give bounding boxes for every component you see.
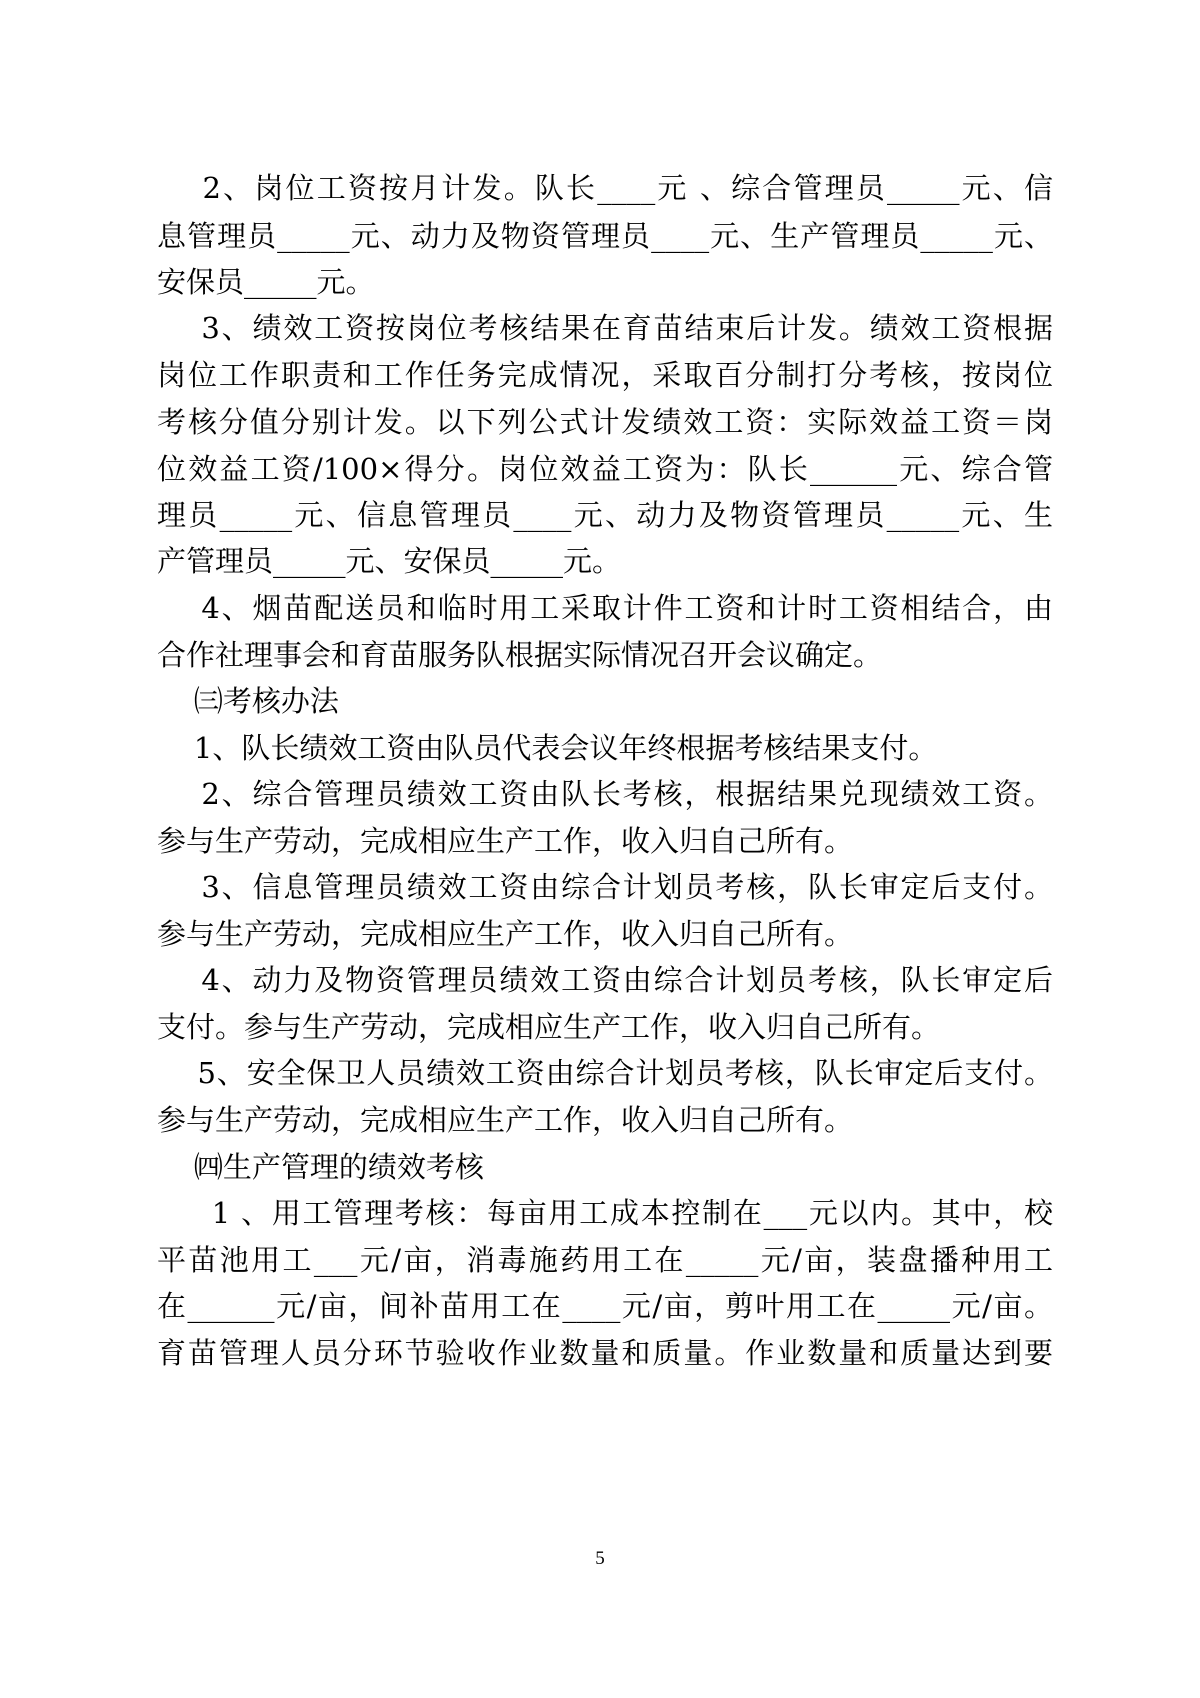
text-line: 合作社理事会和育苗服务队根据实际情况召开会议确定。 xyxy=(157,638,883,672)
text-line: 理员_____元、信息管理员____元、动力及物资管理员_____元、生 xyxy=(157,498,1053,532)
text-line: 位效益工资/100×得分。岗位效益工资为：队长______元、综合管 xyxy=(157,452,1053,486)
text-line: 息管理员_____元、动力及物资管理员____元、生产管理员_____元、 xyxy=(157,219,1053,253)
text-line: 1、队长绩效工资由队员代表会议年终根据考核结果支付。 xyxy=(157,731,938,765)
text-line: 在______元/亩，间补苗用工在____元/亩，剪叶用工在_____元/亩。 xyxy=(157,1289,1053,1323)
text-line: 岗位工作职责和工作任务完成情况，采取百分制打分考核，按岗位 xyxy=(157,358,1053,392)
text-line: 3、绩效工资按岗位考核结果在育苗结束后计发。绩效工资根据 xyxy=(157,311,1053,345)
text-line: 产管理员_____元、安保员_____元。 xyxy=(157,544,622,578)
text-line: 参与生产劳动，完成相应生产工作，收入归自己所有。 xyxy=(157,1103,854,1137)
text-line: 2、综合管理员绩效工资由队长考核，根据结果兑现绩效工资。 xyxy=(157,777,1053,811)
section-heading: ㈣生产管理的绩效考核 xyxy=(157,1150,484,1184)
text-line: 4、烟苗配送员和临时用工采取计件工资和计时工资相结合，由 xyxy=(157,591,1053,625)
text-line: 安保员_____元。 xyxy=(157,265,375,299)
text-line: 参与生产劳动，完成相应生产工作，收入归自己所有。 xyxy=(157,824,854,858)
text-line: 参与生产劳动，完成相应生产工作，收入归自己所有。 xyxy=(157,917,854,951)
text-line: 育苗管理人员分环节验收作业数量和质量。作业数量和质量达到要 xyxy=(157,1336,1053,1370)
text-line: 支付。参与生产劳动，完成相应生产工作，收入归自己所有。 xyxy=(157,1010,941,1044)
text-line: 5、安全保卫人员绩效工资由综合计划员考核，队长审定后支付。 xyxy=(157,1056,1053,1090)
page-number: 5 xyxy=(595,1548,605,1569)
text-line: 考核分值分别计发。以下列公式计发绩效工资：实际效益工资＝岗 xyxy=(157,405,1053,439)
text-line: 平苗池用工___元/亩，消毒施药用工在_____元/亩，装盘播种用工 xyxy=(157,1243,1053,1277)
text-line: 2、岗位工资按月计发。队长____元 、综合管理员_____元、信 xyxy=(157,171,1053,205)
text-line: 4、动力及物资管理员绩效工资由综合计划员考核，队长审定后 xyxy=(157,963,1053,997)
text-line: 3、信息管理员绩效工资由综合计划员考核，队长审定后支付。 xyxy=(157,870,1053,904)
text-line: 1 、用工管理考核：每亩用工成本控制在___元以内。其中，校 xyxy=(157,1196,1053,1230)
section-heading: ㈢考核办法 xyxy=(157,684,339,718)
